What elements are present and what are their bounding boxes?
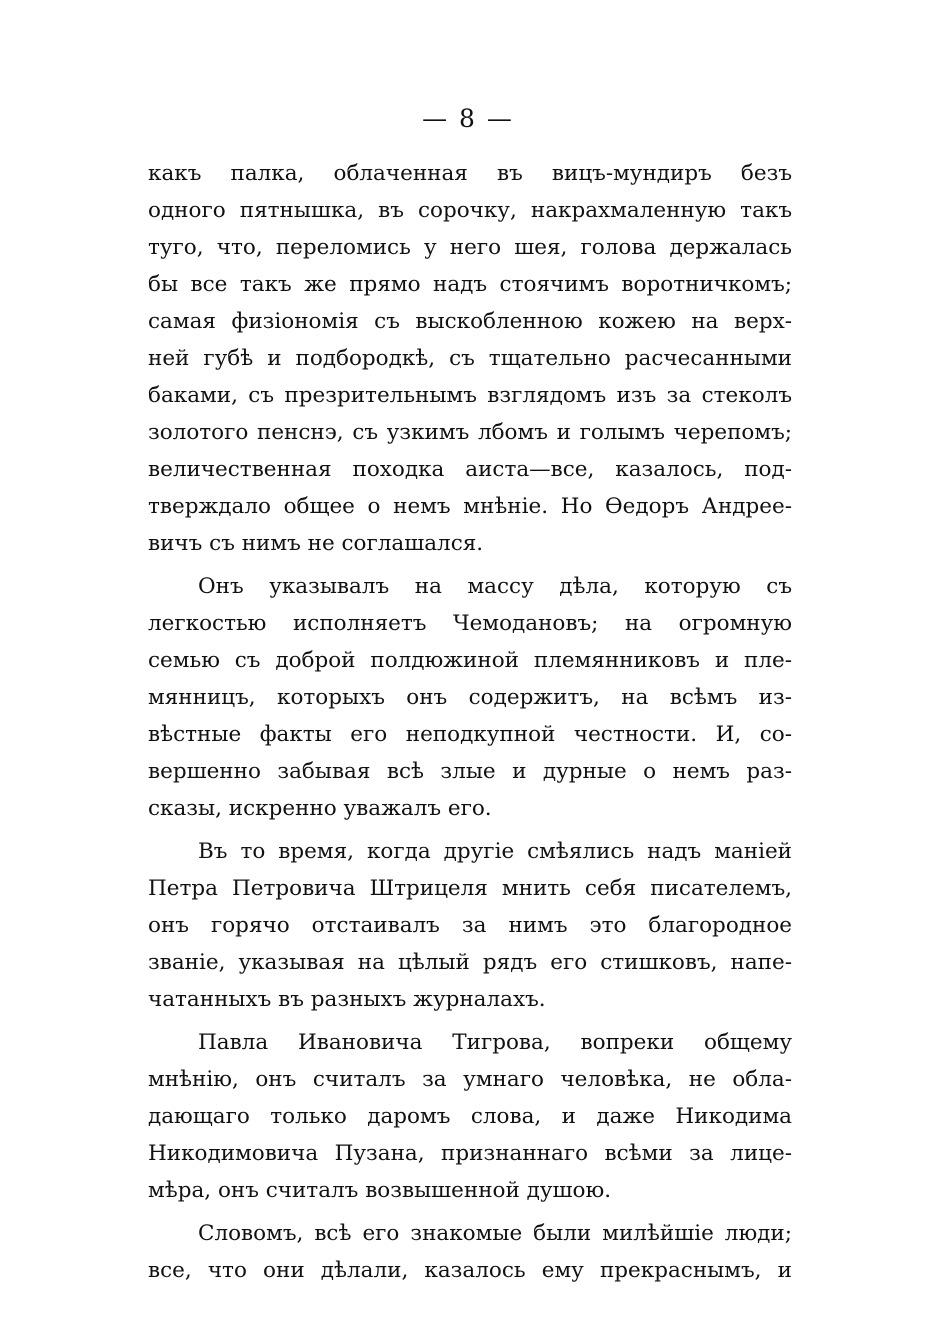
text-line: сказы, искренно уважалъ его. <box>148 796 492 821</box>
text-line: величественная походка аиста—все, казалось, под- <box>148 457 792 482</box>
text-line: мянницъ, которыхъ онъ содержитъ, на всѣмъ из- <box>148 685 792 710</box>
paragraph-1 <box>148 155 792 562</box>
text-line: вѣстные факты его неподкупной честности. И, со- <box>148 722 792 747</box>
text-line: Въ то время, когда другіе смѣялись надъ маніей <box>198 839 792 864</box>
text-line: баками, съ презрительнымъ взглядомъ изъ за стеколъ <box>148 383 792 408</box>
text-line: тверждало общее о немъ мнѣніе. Но Ѳедоръ Андрее- <box>148 494 792 519</box>
paragraph-3 <box>148 833 792 1018</box>
text-line: одного пятнышка, въ сорочку, накрахмаленную такъ <box>148 198 792 223</box>
paragraph-2 <box>148 568 792 827</box>
text-line: золотого пенснэ, съ узкимъ лбомъ и голымъ черепомъ; <box>148 420 792 445</box>
page-number: — 8 — <box>422 104 514 133</box>
text-line: Онъ указывалъ на массу дѣла, которую съ <box>198 574 792 599</box>
paragraph-5 <box>148 1215 792 1289</box>
text-line: семью съ доброй полдюжиной племянниковъ и пле- <box>148 648 792 673</box>
text-line: званіе, указывая на цѣлый рядъ его стишковъ, напе- <box>148 950 792 975</box>
text-line: онъ горячо отстаивалъ за нимъ это благородное <box>148 913 792 938</box>
text-line: вичъ съ нимъ не соглашался. <box>148 531 484 556</box>
text-line: Павла Ивановича Тигрова, вопреки общему <box>198 1030 792 1055</box>
text-line: самая физіономія съ выскобленною кожею на верх- <box>148 309 792 334</box>
text-line: чатанныхъ въ разныхъ журналахъ. <box>148 987 546 1012</box>
text-line: все, что они дѣлали, казалось ему прекраснымъ, и <box>148 1258 792 1283</box>
text-line: дающаго только даромъ слова, и даже Никодима <box>148 1104 792 1129</box>
text-line: Никодимовича Пузана, признаннаго всѣми за лице- <box>148 1141 792 1166</box>
text-line: мнѣнію, онъ считалъ за умнаго человѣка, не обла- <box>148 1067 792 1092</box>
text-line: ней губѣ и подбородкѣ, съ тщательно расчесанными <box>148 346 792 371</box>
text-line: какъ палка, облаченная въ вицъ-мундиръ безъ <box>148 161 792 186</box>
text-line: туго, что, переломись у него шея, голова держалась <box>148 235 792 260</box>
text-line: бы все такъ же прямо надъ стоячимъ воротничкомъ; <box>148 272 792 297</box>
text-line: Словомъ, всѣ его знакомые были милѣйшіе люди; <box>198 1221 792 1246</box>
text-line: Петра Петровича Штрицеля мнить себя писателемъ, <box>148 876 792 901</box>
text-line: мѣра, онъ считалъ возвышенной душою. <box>148 1178 612 1203</box>
body-text <box>148 155 792 1289</box>
text-line: легкостью исполняетъ Чемодановъ; на огромную <box>148 611 792 636</box>
text-line: вершенно забывая всѣ злые и дурные о немъ раз- <box>148 759 792 784</box>
paragraph-4 <box>148 1024 792 1209</box>
